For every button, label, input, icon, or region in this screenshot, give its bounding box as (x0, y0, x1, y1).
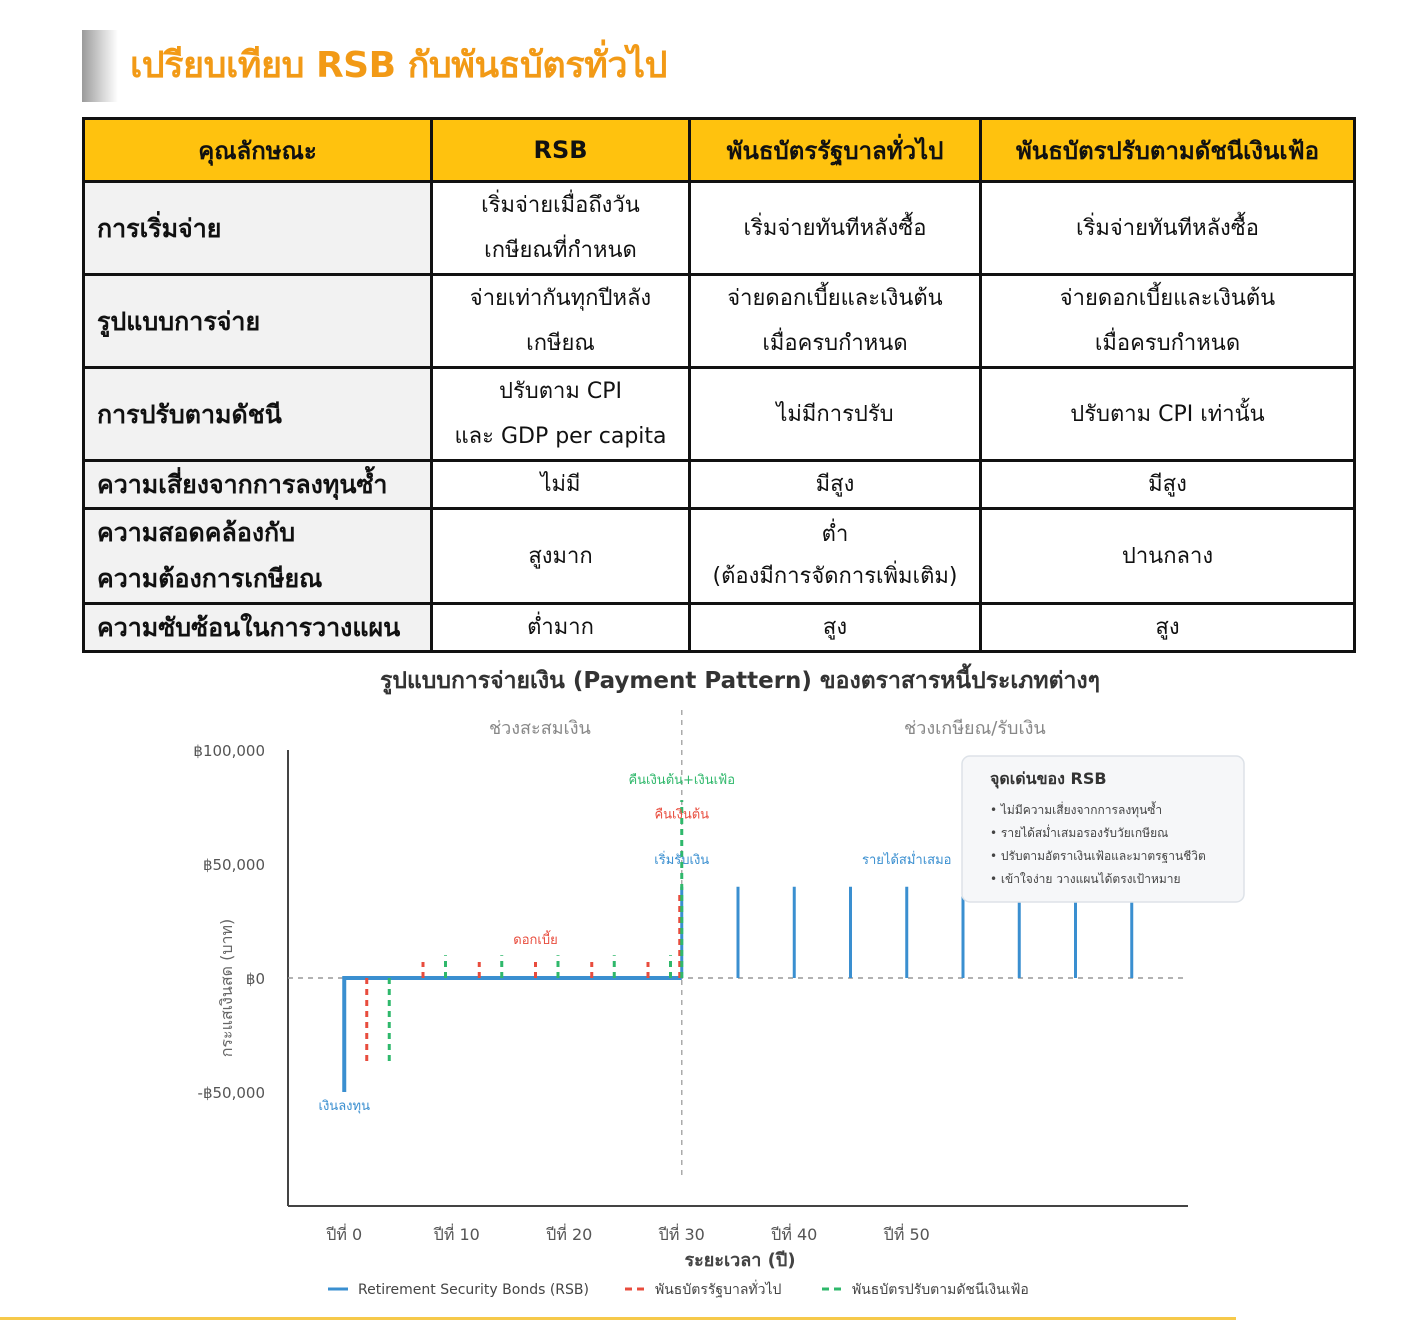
info-box-item: • เข้าใจง่าย วางแผนได้ตรงเป้าหมาย (990, 872, 1181, 886)
chart-annotation: รายได้สม่ำเสมอ (862, 853, 952, 868)
rsb-cell (432, 182, 690, 275)
feature-cell: รูปแบบการจ่าย (84, 275, 432, 368)
gov-cell (690, 275, 981, 368)
x-tick-label: ปีที่ 50 (883, 1225, 930, 1244)
page-title: เปรียบเทียบ RSB กับพันธบัตรทั่วไป (130, 45, 668, 86)
cell-line: และ GDP per capita (454, 424, 667, 449)
cell-line: เริ่มจ่ายทันทีหลังซื้อ (1076, 215, 1259, 241)
table-row (84, 182, 1355, 275)
feature-cell: การปรับตามดัชนี (84, 368, 432, 461)
chart-annotation: คืนเงินต้น (654, 807, 710, 823)
x-tick-label: ปีที่ 0 (326, 1225, 363, 1244)
inflation-cell: ปานกลาง (981, 509, 1355, 604)
feature-cell: ความเสี่ยงจากการลงทุนซ้ำ (84, 461, 432, 509)
cell-line: เมื่อครบกำหนด (1094, 331, 1241, 356)
cell-line: ต่ำ (821, 522, 849, 547)
gov-cell (690, 509, 981, 604)
cell-line: ความต้องการเกษียณ (97, 564, 323, 593)
y-tick-label: ฿100,000 (193, 742, 265, 760)
gov-cell (690, 182, 981, 275)
cell-line: เมื่อครบกำหนด (762, 331, 908, 356)
rsb-cell: สูงมาก (432, 509, 690, 604)
x-tick-label: ปีที่ 30 (658, 1225, 705, 1244)
y-tick-label: ฿50,000 (202, 856, 265, 874)
legend-label: พันธบัตรปรับตามดัชนีเงินเฟ้อ (852, 1282, 1029, 1298)
phase-label-retirement: ช่วงเกษียณ/รับเงิน (904, 718, 1046, 739)
legend-label: พันธบัตรรัฐบาลทั่วไป (655, 1282, 782, 1298)
cell-line: จ่ายดอกเบี้ยและเงินต้น (1059, 286, 1276, 311)
title-accent-bar (82, 30, 118, 102)
y-axis-label: กระแสเงินสด (บาท) (217, 918, 236, 1058)
x-tick-label: ปีที่ 40 (771, 1225, 818, 1244)
header-feature: คุณลักษณะ (84, 119, 432, 182)
chart-annotation: เริ่มรับเงิน (654, 853, 710, 868)
info-box-item: • ปรับตามอัตราเงินเฟ้อและมาตรฐานชีวิต (990, 849, 1206, 863)
chart-annotation: คืนเงินต้น+เงินเฟ้อ (628, 773, 736, 789)
table-row (84, 509, 1355, 604)
inflation-cell: มีสูง (981, 461, 1355, 509)
table-row (84, 275, 1355, 368)
gov-cell: สูง (690, 604, 981, 652)
chart-title: รูปแบบการจ่ายเงิน (Payment Pattern) ของตราสารหนี้ประเภทต่างๆ (379, 668, 1101, 694)
inflation-cell (981, 368, 1355, 461)
rsb-cell: ไม่มี (432, 461, 690, 509)
info-box-item: • ไม่มีความเสี่ยงจากการลงทุนซ้ำ (990, 803, 1163, 817)
payment-pattern-chart (170, 650, 1250, 1310)
info-box-title: จุดเด่นของ RSB (990, 769, 1107, 788)
y-tick-label: ฿0 (245, 970, 265, 988)
cell-line: ปรับตาม CPI (499, 379, 622, 404)
chart-svg (170, 650, 1250, 1310)
info-box-item: • รายได้สม่ำเสมอรองรับวัยเกษียณ (990, 826, 1169, 840)
cell-line: จ่ายเท่ากันทุกปีหลัง (469, 286, 652, 311)
rsb-cell: ต่ำมาก (432, 604, 690, 652)
cell-line: เริ่มจ่ายเมื่อถึงวัน (481, 193, 640, 218)
header-inflation-bond: พันธบัตรปรับตามดัชนีเงินเฟ้อ (981, 119, 1355, 182)
table-row (84, 604, 1355, 652)
table-row (84, 368, 1355, 461)
header-rsb: RSB (432, 119, 690, 182)
rsb-cell (432, 368, 690, 461)
gov-cell: มีสูง (690, 461, 981, 509)
chart-annotation: เงินลงทุน (318, 1099, 370, 1115)
x-tick-label: ปีที่ 10 (433, 1225, 480, 1244)
x-tick-label: ปีที่ 20 (546, 1225, 593, 1244)
header-gov-bond: พันธบัตรรัฐบาลทั่วไป (690, 119, 981, 182)
inflation-cell: สูง (981, 604, 1355, 652)
cell-line: ไม่มีการปรับ (776, 401, 894, 427)
cell-line: เริ่มจ่ายทันทีหลังซื้อ (743, 215, 927, 241)
cell-line: จ่ายดอกเบี้ยและเงินต้น (727, 286, 943, 311)
x-axis-label: ระยะเวลา (ปี) (684, 1250, 796, 1271)
gov-cell (690, 368, 981, 461)
inflation-cell (981, 182, 1355, 275)
phase-label-accumulation: ช่วงสะสมเงิน (488, 718, 591, 739)
feature-cell: ความซับซ้อนในการวางแผน (84, 604, 432, 652)
cell-line: ปรับตาม CPI เท่านั้น (1070, 401, 1265, 427)
rsb-cell (432, 275, 690, 368)
rsb-investment-line (344, 978, 682, 1092)
comparison-table (82, 117, 1356, 653)
inflation-cell (981, 275, 1355, 368)
cell-line: เกษียณ (526, 331, 595, 356)
legend-label: Retirement Security Bonds (RSB) (358, 1282, 589, 1298)
cell-line: (ต้องมีการจัดการเพิ่มเติม) (712, 564, 958, 589)
feature-cell (84, 509, 432, 604)
cell-line: เกษียณที่กำหนด (484, 238, 637, 263)
table-row (84, 461, 1355, 509)
y-tick-label: -฿50,000 (197, 1084, 265, 1102)
feature-cell: การเริ่มจ่าย (84, 182, 432, 275)
table-header-row (84, 119, 1355, 182)
cell-line: ความสอดคล้องกับ (97, 518, 296, 547)
chart-annotation: ดอกเบี้ย (513, 932, 558, 948)
